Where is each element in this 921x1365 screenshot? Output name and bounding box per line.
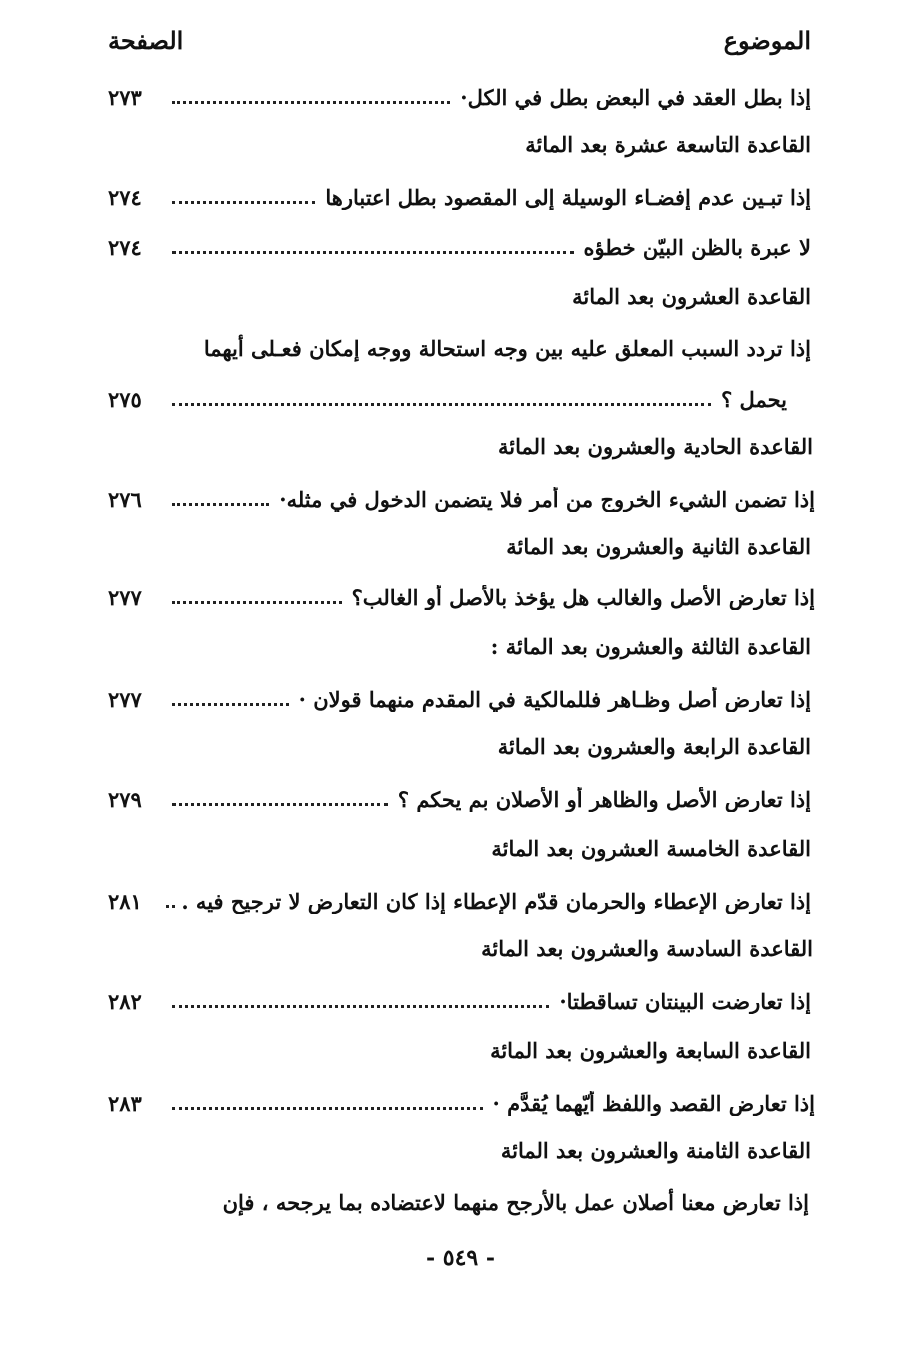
section-heading: القاعدة التاسعة عشرة بعد المائة bbox=[525, 132, 811, 157]
entry-page: ٢٧٤ bbox=[108, 234, 142, 260]
leader-dots bbox=[172, 201, 315, 204]
entry-text: إذا تعارض الأصل والظاهر أو الأصلان بم يحكم ؟ bbox=[397, 786, 811, 812]
leader-dots bbox=[172, 1005, 549, 1008]
leader-dots bbox=[172, 101, 450, 104]
section-heading: القاعدة الحادية والعشرون بعد المائة bbox=[498, 434, 813, 459]
section-heading: القاعدة السادسة والعشرون بعد المائة bbox=[481, 936, 813, 961]
entry-page: ٢٨٣ bbox=[108, 1090, 142, 1116]
toc-entry bbox=[108, 1088, 815, 1118]
entry-text-line1: إذا تردد السبب المعلق عليه بين وجه استحالة ووجه إمكان فعـلى أيهما bbox=[203, 336, 811, 361]
entry-page: ٢٧٧ bbox=[108, 686, 142, 712]
entry-text: إذا تعارضت البينتان تساقطتا· bbox=[559, 988, 811, 1014]
entry-page: ٢٧٦ bbox=[108, 486, 142, 512]
entry-text: إذا تعارض القصد واللفظ أيّهما يُقدَّم · bbox=[492, 1090, 815, 1116]
entry-text: إذا تعارض معنا أصلان عمل بالأرجح منهما لاعتضاده بما يرجحه ، فإن bbox=[222, 1190, 809, 1215]
section-heading: القاعدة الثالثة والعشرون بعد المائة : bbox=[490, 634, 811, 659]
entry-text: إذا تعارض الأصل والغالب هل يؤخذ بالأصل أو الغالب؟ bbox=[351, 584, 815, 610]
page-column-header: الصفحة bbox=[108, 26, 184, 55]
entry-page: ٢٧٧ bbox=[108, 584, 142, 610]
toc-entry bbox=[108, 684, 811, 714]
entry-text: لا عبرة بالظن البيّن خطؤه bbox=[583, 234, 811, 260]
section-heading: القاعدة الثانية والعشرون بعد المائة bbox=[506, 534, 811, 559]
entry-text: يحمل ؟ bbox=[721, 386, 787, 412]
toc-entry bbox=[108, 82, 811, 112]
topic-column-header: الموضوع bbox=[723, 26, 811, 55]
entry-page: ٢٧٥ bbox=[108, 386, 142, 412]
toc-entry bbox=[108, 232, 811, 262]
entry-page: ٢٨٢ bbox=[108, 988, 142, 1014]
entry-text: إذا تعارض أصل وظـاهر فللمالكية في المقدم منهما قولان · bbox=[298, 686, 811, 712]
toc-entry bbox=[108, 886, 811, 916]
leader-dots bbox=[172, 703, 289, 706]
entry-page: ٢٧٣ bbox=[108, 84, 142, 110]
entry-text: إذا تعارض الإعطاء والحرمان قدّم الإعطاء إذا كان التعارض لا ترجيح فيه . bbox=[181, 888, 811, 914]
toc-entry bbox=[108, 484, 815, 514]
section-heading: القاعدة السابعة والعشرون بعد المائة bbox=[490, 1038, 811, 1063]
toc-entry bbox=[108, 986, 811, 1016]
section-heading: القاعدة الثامنة والعشرون بعد المائة bbox=[500, 1138, 811, 1163]
entry-page: ٢٧٤ bbox=[108, 184, 142, 210]
toc-entry bbox=[108, 384, 787, 414]
entry-text: إذا بطل العقد في البعض بطل في الكل· bbox=[460, 84, 811, 110]
toc-entry bbox=[108, 182, 811, 212]
entry-text: إذا تبـين عدم إفضـاء الوسيلة إلى المقصود بطل اعتبارها bbox=[325, 184, 811, 210]
section-heading: القاعدة الرابعة والعشرون بعد المائة bbox=[497, 734, 811, 759]
toc-entry bbox=[108, 582, 815, 612]
page-number: - ٥٤٩ - bbox=[425, 1245, 496, 1271]
entry-page: ٢٨١ bbox=[108, 888, 142, 914]
entry-text: إذا تضمن الشيء الخروج من أمر فلا يتضمن الدخول في مثله· bbox=[279, 486, 815, 512]
entry-page: ٢٧٩ bbox=[108, 786, 142, 812]
section-heading: القاعدة العشرون بعد المائة bbox=[572, 284, 811, 309]
leader-dots bbox=[172, 1107, 483, 1110]
leader-dots bbox=[172, 251, 574, 254]
leader-dots bbox=[166, 905, 175, 908]
leader-dots bbox=[172, 403, 711, 406]
toc-entry bbox=[108, 784, 811, 814]
leader-dots bbox=[172, 601, 342, 604]
leader-dots bbox=[172, 803, 388, 806]
section-heading: القاعدة الخامسة العشرون بعد المائة bbox=[491, 836, 811, 861]
leader-dots bbox=[172, 503, 269, 506]
